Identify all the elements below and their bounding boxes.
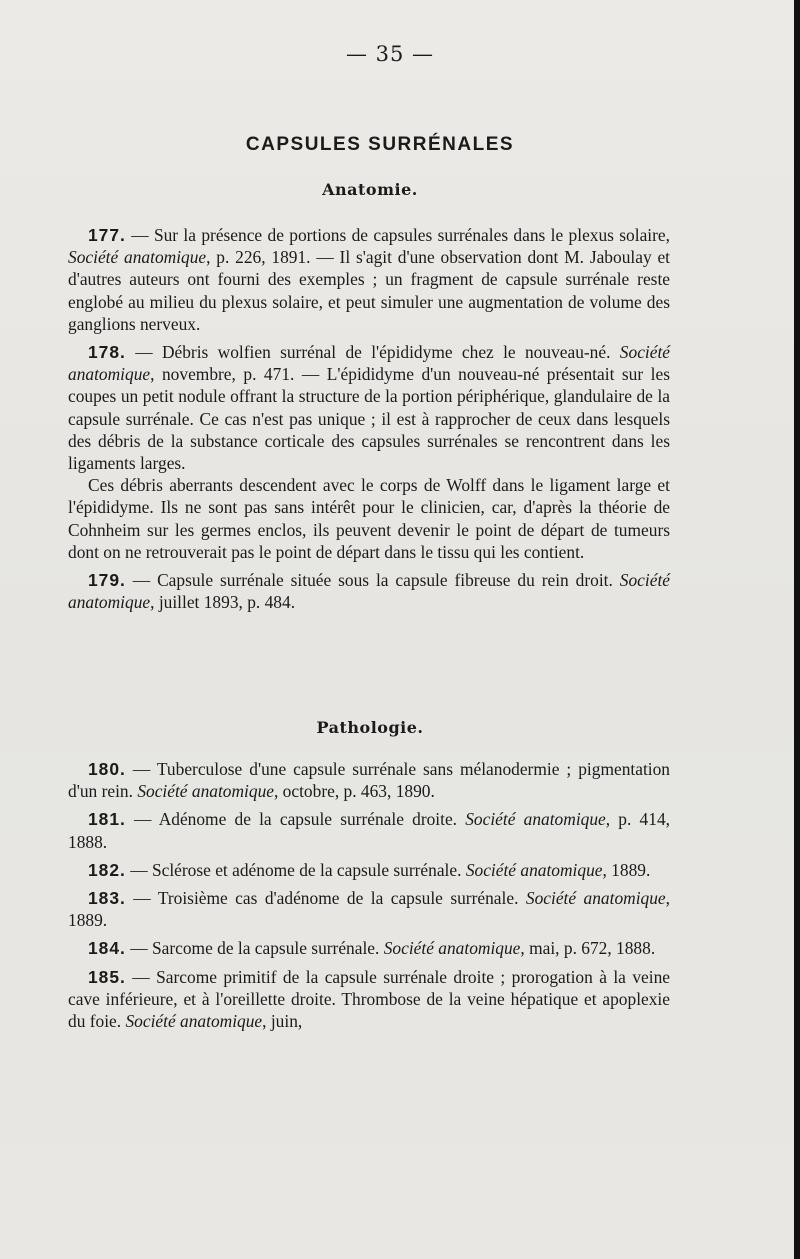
entry-text: Adénome de la capsule surrénale droite. <box>158 809 466 830</box>
entry-text-rest: , juillet 1893, p. 484. <box>150 592 296 613</box>
entry-dash: — <box>125 859 152 880</box>
entry-text: Sarcome primitif de la capsule surrénale droite ; prorogation à la veine cave inférieure, et à l'oreillette droite. Thrombose de la veine hépatique et apoplexie du foie. <box>68 966 670 1032</box>
entry-dash: — <box>125 759 157 779</box>
entry-journal: Société anatomique <box>68 570 670 613</box>
entry-178-continued <box>68 474 670 563</box>
section-heading-anatomie: Anatomie. <box>322 180 418 199</box>
entry-dash: — <box>125 342 162 363</box>
entry-dash: — <box>125 938 152 959</box>
entry-journal: Société anatomique <box>125 1011 263 1032</box>
entry-text: Débris wolfien surrénal de l'épididyme chez le nouveau-né. <box>161 342 620 363</box>
entry-number: 178. <box>88 342 126 363</box>
section-anatomie-entries <box>68 224 670 613</box>
section-heading-pathologie: Pathologie. <box>316 718 424 737</box>
entry-177 <box>68 224 670 335</box>
entry-number: 184. <box>88 938 126 959</box>
entry-number: 185. <box>88 966 126 987</box>
entry-text: Sur la présence de portions de capsules surrénales dans le plexus solaire, <box>153 225 670 245</box>
entry-text-rest: , mai, p. 672, 1888. <box>520 938 656 959</box>
entry-179 <box>68 569 670 613</box>
entry-dash: — <box>125 570 158 591</box>
entry-text: Sarcome de la capsule surrénale. <box>151 938 384 959</box>
entry-184 <box>68 937 670 959</box>
entry-journal: Société anatomique <box>465 809 606 830</box>
entry-journal: Société anatomique <box>68 342 671 385</box>
entry-text-rest: , octobre, p. 463, 1890. <box>273 781 435 802</box>
entry-number: 181. <box>88 809 126 830</box>
entry-text: Sclérose et adénome de la capsule surrénale. <box>151 859 466 880</box>
entry-dash: — <box>125 966 157 987</box>
entry-183 <box>68 887 670 931</box>
entry-number: 182. <box>88 859 126 880</box>
entry-journal: Société anatomique <box>383 938 521 959</box>
entry-text: Ces débris aberrants descendent avec le corps de Wolff dans le ligament large et l'épididyme. Ils ne sont pas sans intérêt pour le clinicien, car, d'après la théorie de Cohnheim sur les germes enclos, ils peuvent devenir le point de départ de tumeurs dont on ne retrouverait pas le point de départ dans le tissu qui les contient. <box>68 475 670 562</box>
entry-journal: Société anatomique <box>137 781 274 802</box>
entry-text: Troisième cas d'adénome de la capsule surrénale. <box>157 888 526 909</box>
entry-text-rest: , 1889. <box>68 888 671 931</box>
entry-181 <box>68 808 670 852</box>
page-number: — 35 — <box>345 42 435 66</box>
entry-journal: Société anatomique <box>525 888 666 909</box>
entry-dash: — <box>125 888 158 909</box>
entry-180 <box>68 758 670 802</box>
entry-text: Tuberculose d'une capsule surrénale sans mélanodermie ; pigmentation d'un rein. <box>68 759 670 802</box>
entry-dash: — <box>125 809 159 830</box>
entry-number: 177. <box>88 225 126 245</box>
page-title: CAPSULES SURRÉNALES <box>245 134 515 155</box>
entry-dash: — <box>125 225 154 245</box>
entry-text-rest: , juin, <box>262 1011 303 1032</box>
entry-text-rest: , 1889. <box>602 859 651 880</box>
entry-185 <box>68 966 670 1033</box>
page-edge-shadow <box>794 0 800 1259</box>
entry-text-rest: , novembre, p. 471. — L'épididyme d'un nouveau-né présentait sur les coupes un petit nodule offrant la structure de la portion périphérique, glandulaire de la capsule surrénale. Ce cas n'est pas unique ; il est à rapprocher de ceux dans lesquels des débris de la substance corticale des capsules surrénales se rencontrent dans les ligaments larges. <box>68 364 670 474</box>
entry-number: 179. <box>88 570 126 591</box>
entry-text-rest: , p. 226, 1891. — Il s'agit d'une observation dont M. Jaboulay et d'autres auteurs ont fourni des exemples ; un fragment de capsule surrénale reste englobé au milieu du plexus solaire, et peut simuler une augmentation de volume des ganglions nerveux. <box>68 247 670 334</box>
entry-text: Capsule surrénale située sous la capsule fibreuse du rein droit. <box>157 570 620 591</box>
entry-text-rest: , p. 414, 1888. <box>68 809 670 852</box>
entry-number: 183. <box>88 888 126 909</box>
section-pathologie-entries <box>68 758 670 1032</box>
entry-number: 180. <box>88 759 126 779</box>
entry-178 <box>68 341 670 474</box>
entry-journal: Société anatomique <box>465 859 603 880</box>
entry-182 <box>68 859 670 881</box>
entry-journal: Société anatomique <box>68 247 207 268</box>
